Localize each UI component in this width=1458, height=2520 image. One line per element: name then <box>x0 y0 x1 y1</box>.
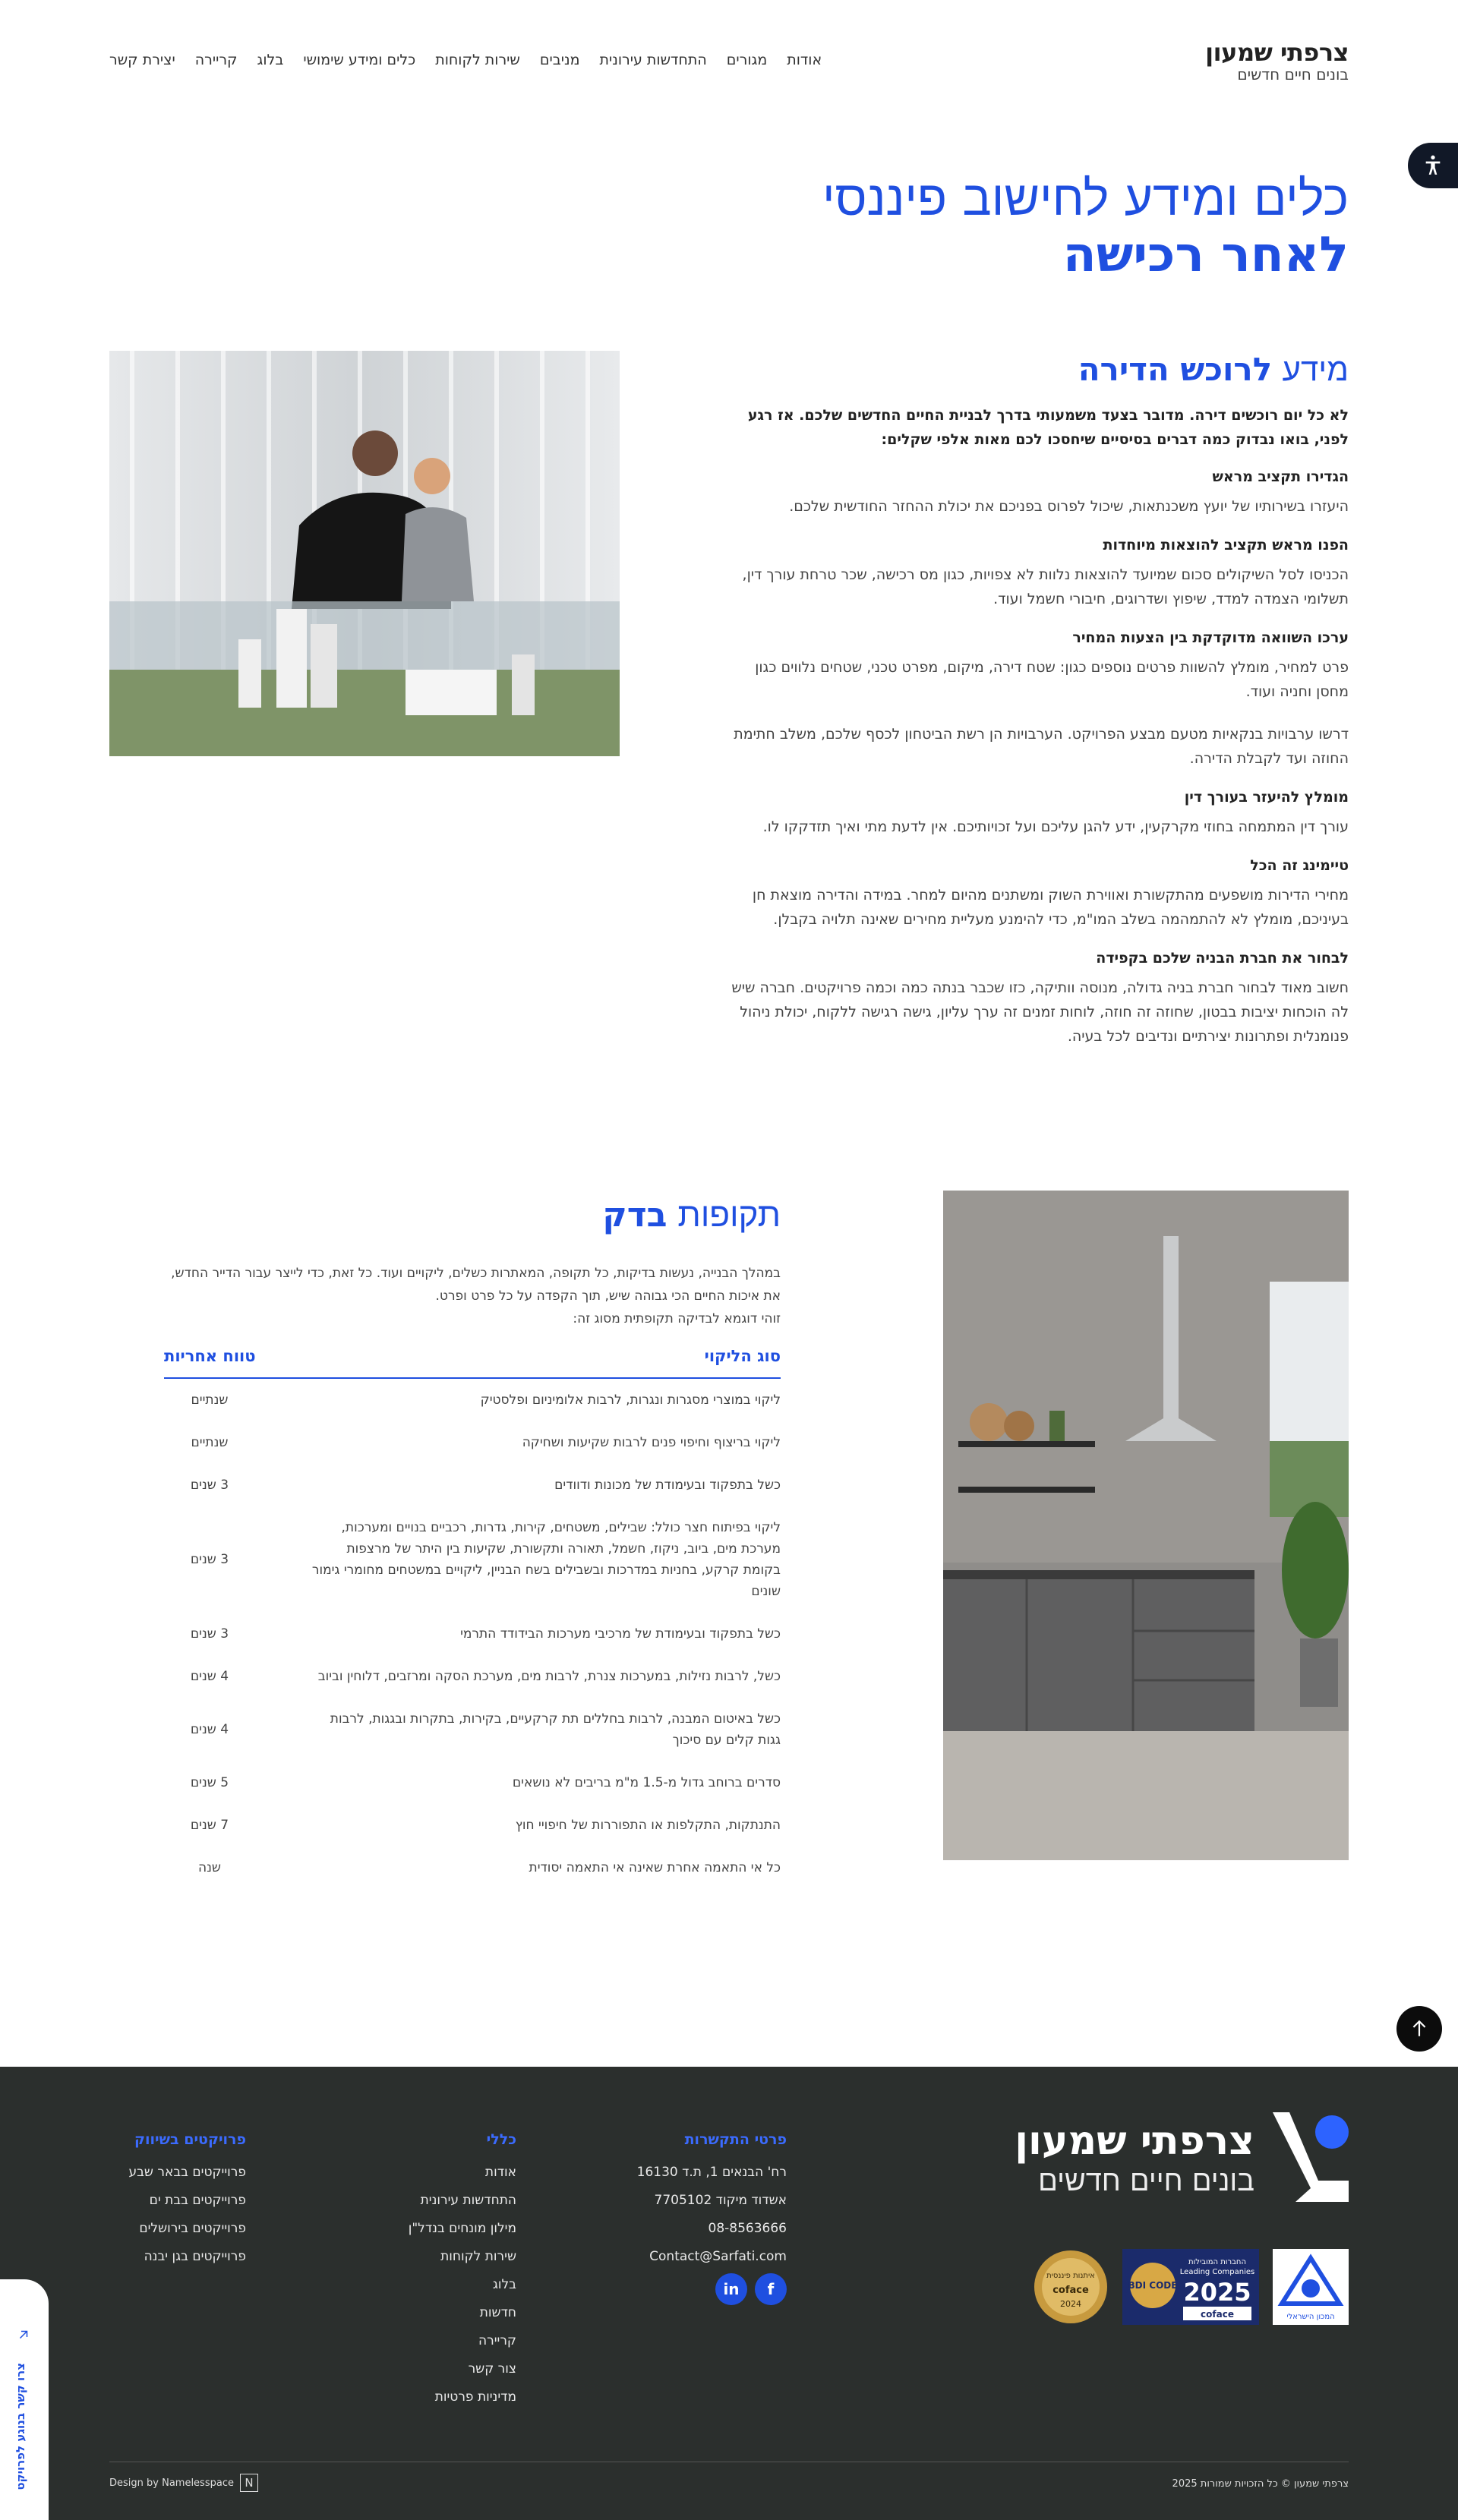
logo-mark-icon <box>1273 2112 1349 2203</box>
table-row: ליקוי בפיתוח חצר כולל: שבילים, משטחים, קירות, גדרות, רכביים בנויים ומערכות, מערכת מים, ביוב, ניקוז, חשמל, תאורה ותקשורת, שקיעות בין היתר של מרצפות בקומת קרקע, בחניות במדרכות ובשבילים בשח הבניין, ליקויים במשטחים מחומרי גימור שונים 3 שנים <box>190 1520 781 1599</box>
site-footer <box>0 2067 1458 2520</box>
buyer-info-title: מידע לרוכש הדירה <box>1078 351 1349 388</box>
tip-special-expenses: הפנו מראש תקציב להוצאות מיוחדות הכניסו לסל השיקולים סכום שמיועד להוצאות נלוות לא צפויות, כגון מס רכישה, שכר טרחת עורך דין, תשלומי הצמדה למדד, שיפוץ ושדרוגים, חיבורי חשמל ועוד. <box>742 537 1349 607</box>
social-links <box>715 2273 787 2305</box>
site-logo[interactable] <box>1205 38 1349 84</box>
contact-email[interactable]: Contact@Sarfati.com <box>649 2249 787 2264</box>
table-row: כל אי התאמה אחרת שאינה אי התאמה יסודית שנה <box>198 1860 781 1875</box>
svg-text:2024: 2024 <box>1060 2299 1081 2309</box>
financial-strength-badge <box>1033 2249 1109 2325</box>
footer-link[interactable]: קריירה <box>478 2333 516 2348</box>
nav-blog[interactable]: בלוג <box>257 52 284 68</box>
tip-lawyer: מומלץ להיעזר בעורך דין עורך דין המתמחה בחוזי מקרקעין, ידע להגן עליכם ועל זכויותיכם. אין לדעת מתי ואיך תזדקקו לו. <box>762 789 1349 835</box>
col-warranty-period: טווח אחריות <box>164 1347 256 1365</box>
footer-link[interactable]: פרוייקטים בירושלים <box>139 2221 246 2236</box>
footer-projects-links: פרויקטים בשיווק פרוייקטים בבאר שבע פרוייקטים בבת ים פרוייקטים בירושלים פרוייקטים בגן יבנה <box>128 2131 246 2264</box>
contact-zip: אשדוד מיקוד 7705102 <box>654 2193 787 2208</box>
footer-link[interactable]: מדיניות פרטיות <box>434 2389 516 2405</box>
table-row: כשל, לרבות נזילות, במערכות צנרת, לרבות מים, מערכת הסקה ומרזבים, דלוחין וביוב 4 שנים <box>190 1669 781 1684</box>
tip-bank-guarantees: דרשו ערבויות בנקאיות מטעם מבצע הפרויקט. הערבויות הן רשת הביטחון לכסף שלכם, משלב חתימת החוזה ועד לקבלת הדירה. <box>734 726 1349 767</box>
footer-link[interactable]: בלוג <box>492 2277 516 2292</box>
nav-tools[interactable]: כלים ומידע שימושי <box>303 52 416 68</box>
buyers-photo <box>109 351 620 756</box>
standards-institute-badge <box>1273 2249 1349 2325</box>
footer-link[interactable]: שירות לקוחות <box>440 2249 516 2264</box>
svg-text:BDI CODE: BDI CODE <box>1128 2280 1178 2291</box>
site-header <box>109 38 1349 91</box>
footer-link[interactable]: פרוייקטים בבת ים <box>149 2193 246 2208</box>
copyright: צרפתי שמעון © כל הזכויות שמורות 2025 <box>1172 2478 1349 2490</box>
logo-name: צרפתי שמעון <box>1205 38 1349 67</box>
arrow-up-icon <box>1409 2019 1429 2039</box>
footer-logo-tagline: בונים חיים חדשים <box>1038 2163 1254 2197</box>
svg-text:coface: coface <box>1052 2285 1089 2296</box>
nav-income[interactable]: מניבים <box>539 52 580 68</box>
contact-project-tab[interactable] <box>0 2279 49 2520</box>
table-row: סדרים ברוחב גדול מ-1.5 מ"מ בריבים לא נושאים 5 שנים <box>190 1775 781 1790</box>
footer-link[interactable]: פרוייקטים בבאר שבע <box>128 2165 246 2180</box>
tip-budget: הגדירו תקציב מראש היעזרו בשירותיו של יועץ משכנתאות, שיכול לפרוס בפניכם את יכולת ההחזר החודשית שלכם. <box>789 468 1349 515</box>
table-row: כשל בתפקוד ובעימודת של מכונות ודוודים 3 שנים <box>190 1478 781 1493</box>
table-row: כשל באיטום המבנה, לרבות בחללים תת קרקעיים, בקירות, בתקרות ובגגות, לרבות גגות קלים עם סיכוך 4 שנים <box>190 1711 781 1748</box>
contact-address: רח' הבנאים 1, ת.ד 16130 <box>636 2165 787 2180</box>
table-row: ליקוי בריצוף וחיפוי פנים לרבות שקיעות ושחיקה שנתיים <box>191 1435 781 1450</box>
nav-residential[interactable]: מגורים <box>726 52 768 68</box>
footer-link[interactable]: מילון מונחים בנדל"ן <box>408 2221 516 2236</box>
main-nav <box>109 52 822 68</box>
designer-logo-icon: N <box>240 2474 258 2492</box>
col-defect-type: סוג הליקוי <box>704 1347 781 1365</box>
tip-compare-offers: ערכו השוואה מדוקדקת בין הצעות המחיר פרט למחיר, מומלץ להשוות פרטים נוספים כגון: שטח דירה, מיקום, מפרט טכני, שטחים נלווים כגון מחסן וחניה ועוד. <box>755 629 1349 700</box>
accessibility-button[interactable] <box>1408 143 1458 188</box>
warranty-table-header <box>164 1347 781 1379</box>
kitchen-photo <box>943 1191 1349 1860</box>
hero-title-line2: לאחר רכישה <box>1062 227 1349 283</box>
contact-project-label: צרו קשר בנוגע לפרויקט <box>14 2363 27 2490</box>
contact-phone[interactable]: 08-8563666 <box>708 2221 787 2236</box>
hero-title <box>822 171 1349 283</box>
nav-contact[interactable]: יצירת קשר <box>109 52 175 68</box>
svg-text:Leading Companies: Leading Companies <box>1179 2268 1255 2276</box>
accessibility-icon <box>1421 153 1445 178</box>
warranty-title: תקופות בדק <box>602 1196 781 1235</box>
tip-choose-company: לבחור את חברת הבניה שלכם בקפידה חשוב מאוד לבחור חברת בניה גדולה, מנוסה וותיקה, כזו שכבר בנתה כמה וכמה פרויקטים. חברה שיש לה הוכחות יציבות בבטון, שחוזה זה חוזה, לוחות זמנים זה ערך עליון, גישה רגישה ללקוח, יכולת ניהול פנומנלית ופתרונות יצירתיים ונדיבים לכל בעיה. <box>731 950 1349 1045</box>
footer-link[interactable]: חדשות <box>479 2305 516 2320</box>
svg-text:החברות המובילות: החברות המובילות <box>1188 2258 1247 2266</box>
design-credit[interactable]: N Design by Namelesspace <box>109 2474 258 2492</box>
footer-link[interactable]: צור קשר <box>468 2361 516 2376</box>
nav-customer-service[interactable]: שירות לקוחות <box>435 52 520 68</box>
footer-logo-name: צרפתי שמעון <box>1015 2118 1254 2164</box>
footer-general-links: כללי אודות התחדשות עירונית מילון מונחים בנדל"ן שירות לקוחות בלוג חדשות קריירה צור קשר מדיניות פרטיות <box>408 2131 516 2405</box>
nav-careers[interactable]: קריירה <box>194 52 238 68</box>
back-to-top-button[interactable] <box>1396 2006 1442 2052</box>
table-row: ליקוי במוצרי מסגרות ונגרות, לרבות אלומיניום ופלסטיק שנתיים <box>191 1392 781 1408</box>
footer-logo[interactable] <box>1015 2112 1349 2203</box>
svg-text:2025: 2025 <box>1183 2278 1251 2307</box>
footer-link[interactable]: התחדשות עירונית <box>420 2193 516 2208</box>
arrow-diagonal-icon <box>17 2328 30 2342</box>
logo-tagline: בונים חיים חדשים <box>1237 65 1349 84</box>
svg-text:המכון הישראלי: המכון הישראלי <box>1286 2313 1335 2321</box>
svg-text:איתנות פיננסית: איתנות פיננסית <box>1046 2272 1095 2280</box>
tip-timing: טיימינג זה הכל מחירי הדירות מושפעים מהתקשורת ואווירת השוק ומשתנים מהיום למחר. במידה והדירה מוצאת חן בעיניכם, מומלץ לא להתמהמה בשלב המו"מ, כדי להימנע מעליית מחירים שאינה תלויה בקבלן. <box>752 857 1349 928</box>
nav-urban-renewal[interactable]: התחדשות עירונית <box>599 52 707 68</box>
footer-link[interactable]: אודות <box>484 2165 516 2180</box>
nav-about[interactable]: אודות <box>787 52 822 68</box>
linkedin-icon[interactable]: in <box>715 2273 747 2305</box>
warranty-section <box>164 1196 781 1889</box>
hero-title-line1: כלים ומידע לחישוב פיננסי <box>822 171 1349 227</box>
buyer-info-intro: לא כל יום רוכשים דירה. מדובר בצעד משמעותי בדרך לבניית החיים החדשים שלכם. אז רגע לפני, בואו נבדוק כמה דברים בסיסיים שיחסכו לכם מאות אלפי שקלים: <box>747 407 1349 448</box>
facebook-icon[interactable]: f <box>755 2273 787 2305</box>
warranty-description: במהלך הבנייה, נעשות בדיקות, כל תקופה, המאתרות כשלים, ליקויים ועוד. כל זאת, כדי לייצר עבור הדייר החדש, את איכות החיים הכי גבוהה שיש, תוך הקפדה על כל פרט ופרט. זוהי דוגמא לבדיקה תקופתית מסוג זה: <box>171 1266 781 1326</box>
svg-text:coface: coface <box>1201 2309 1234 2320</box>
leading-companies-badge <box>1122 2249 1259 2325</box>
table-row: התנתקות, התקלפות או התפוררות של חיפויי חוץ 7 שנים <box>190 1818 781 1833</box>
table-row: כשל בתפקוד ובעימודת של מרכיבי מערכות הבידודד התרמי 3 שנים <box>190 1626 781 1642</box>
footer-contact: פרטי התקשרות רח' הבנאים 1, ת.ד 16130 אשדוד מיקוד 7705102 08-8563666 Contact@Sarfati.com <box>636 2131 787 2264</box>
buyer-info-section <box>726 351 1349 1067</box>
certification-badges <box>1033 2249 1349 2325</box>
footer-link[interactable]: פרוייקטים בגן יבנה <box>144 2249 246 2264</box>
